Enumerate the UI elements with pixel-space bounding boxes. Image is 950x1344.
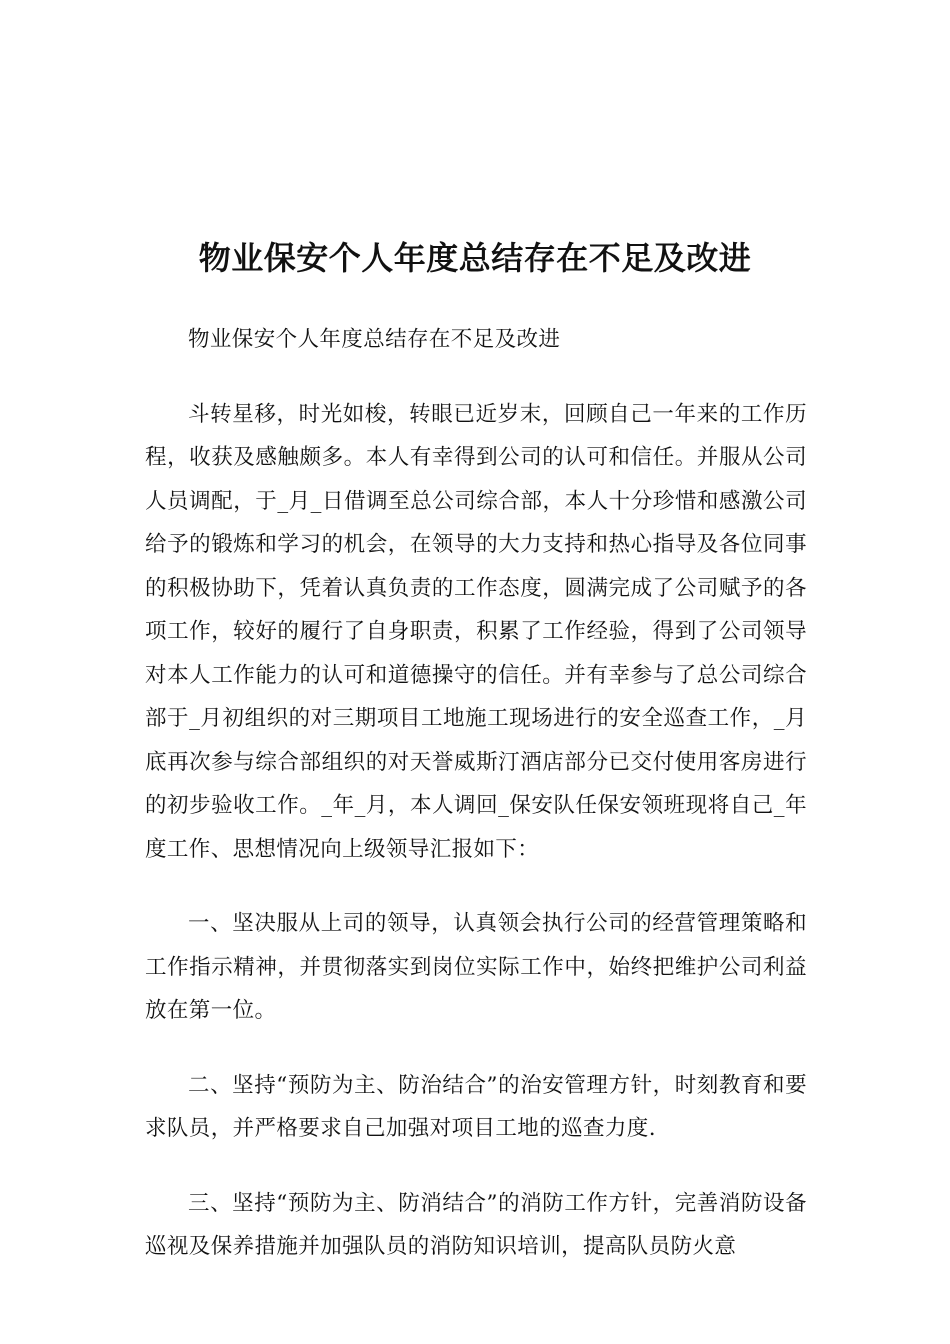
document-title: 物业保安个人年度总结存在不足及改进 [198,239,752,277]
paragraph-intro: 斗转星移，时光如梭，转眼已近岁末，回顾自己一年来的工作历程，收获及感触颇多。本人有幸得到公司的认可和信任。并服从公司人员调配，于_月_日借调至总公司综合部，本人十分珍惜和感激公司给予的锻炼和学习的机会，在领导的大力支持和热心指导及各位同事的积极协助下，凭着认真负责的工作态度，圆满完成了公司赋予的各项工作，较好的履行了自身职责，积累了工作经验，得到了公司领导对本人工作能力的认可和道德操守的信任。并有幸参与了总公司综合部于_月初组织的对三期项目工地施工现场进行的安全巡查工作，_月底再次参与综合部组织的对天誉威斯汀酒店部分已交付使用客房进行的初步验收工作。_年_月，本人调回_保安队任保安领班现将自己_年度工作、思想情况向上级领导汇报如下： [145,401,807,862]
paragraph-item-3: 三、坚持“预防为主、防消结合”的消防工作方针，完善消防设备巡视及保养措施并加强队员的消防知识培训，提高队员防火意 [145,1190,807,1259]
document-body [145,318,807,1300]
paragraph-item-2: 二、坚持“预防为主、防治结合”的治安管理方针，时刻教育和要求队员，并严格要求自己加强对项目工地的巡查力度. [145,1072,807,1141]
paragraph-item-1: 一、坚决服从上司的领导，认真领会执行公司的经营管理策略和工作指示精神，并贯彻落实到岗位实际工作中，始终把维护公司利益放在第一位。 [145,911,807,1023]
paragraph-subtitle: 物业保安个人年度总结存在不足及改进 [188,327,561,352]
